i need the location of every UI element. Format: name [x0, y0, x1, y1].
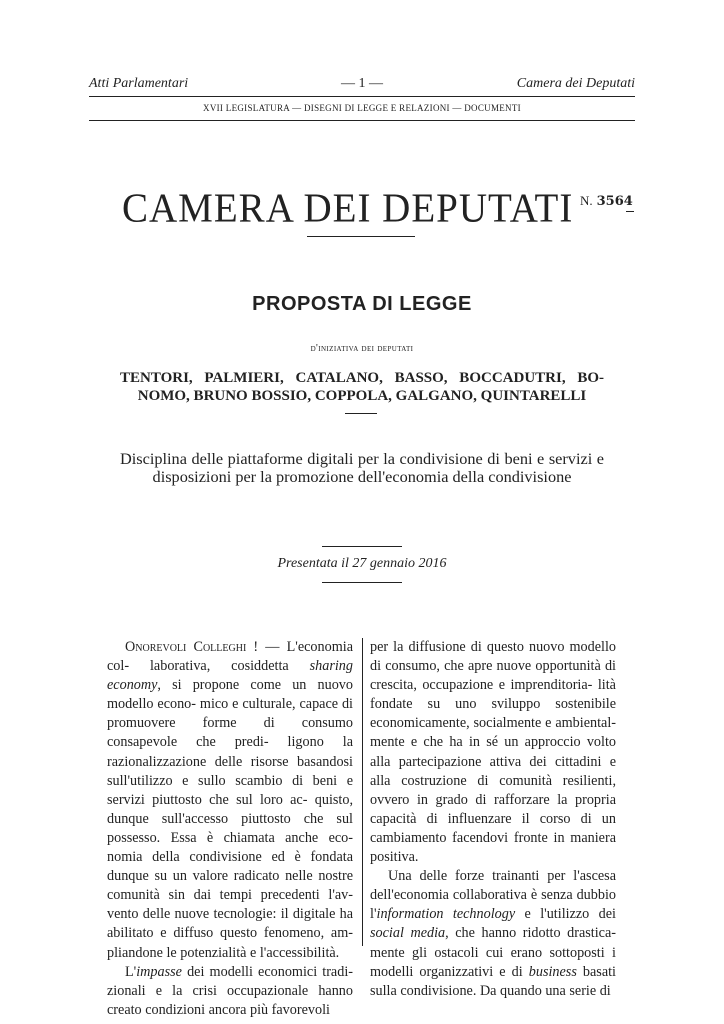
italic-term: information technology [376, 906, 516, 923]
masthead-title: CAMERA DEI DEPUTATI [122, 185, 574, 232]
body-column-left [107, 638, 353, 1020]
header-subtitle: XVII LEGISLATURA — DISEGNI DI LEGGE E RELAZIONI — DOCUMENTI [203, 103, 521, 113]
initiative-line: d'iniziativa dei deputati [310, 343, 414, 354]
number-value: 3564 [596, 194, 633, 209]
header-left: Atti Parlamentari [89, 76, 189, 91]
italic-term: impasse [136, 963, 182, 980]
column-divider [362, 638, 363, 946]
header-rule-top [89, 96, 635, 97]
text-run: L' [125, 963, 137, 980]
text-run: , che hanno ridotto drastica- mente gli ostacoli cui erano sottoposti i modelli organizzativi e di [370, 925, 617, 980]
italic-term: sharing economy [107, 658, 353, 694]
document-type: PROPOSTA DI LEGGE [252, 293, 472, 315]
text-run: ! — L'economia col- laborativa, cosiddetta [107, 639, 353, 675]
text-run: Una delle forze trainanti per l'ascesa dell'economia collaborativa è senza dubbio l' [370, 868, 616, 923]
text-run: dei modelli economici tradi- zionali e la crisi occupazionale hanno creato condizioni ancora più favorevoli [107, 963, 353, 1018]
number-prefix: N. [580, 193, 593, 208]
bill-title: Disciplina delle piattaforme digitali per la condivisione di beni e servizi e disposizioni per la promozione dell'economia della condivisione [120, 449, 604, 486]
header-right: Camera dei Deputati [516, 76, 635, 91]
document-number [580, 193, 633, 209]
presented-date: Presentata il 27 gennaio 2016 [277, 556, 447, 571]
italic-term: social media [370, 925, 446, 942]
text-run: , si propone come un nuovo modello econo- mico e culturale, capace di promuovere forme di consumo consapevole che predi- ligono la razionalizzazione delle risorse basandosi sull'utilizzo e sullo scambio di beni e servizi piuttosto che sul loro ac- quisto, dunque sull'accesso piuttosto che sul possesso. Essa è chiamata anche eco- nomia della condivisione ed è fondata dunque su un valore radicato nelle nostre comunità sin dai tempi precedenti l'av- vento delle nuove tecnologie: il digitale ha abilitato e diffuso questo fenomeno, am- pliandone le potenzialità e l'accessibilità. [107, 677, 353, 961]
number-dash [626, 211, 634, 212]
text-run: basati sulla condivisione. Da quando una serie di [370, 963, 617, 999]
salutation: Onorevoli Colleghi [125, 639, 247, 655]
paragraph [370, 867, 616, 1001]
presented-rule-bottom [322, 582, 402, 583]
text-run: e l'utilizzo dei [515, 906, 616, 923]
presented-rule-top [322, 546, 402, 547]
authors-rule [345, 413, 377, 414]
header-rule-bottom [89, 120, 635, 121]
page-number: — 1 — [341, 76, 383, 91]
paragraph [107, 963, 353, 1020]
italic-term: business [528, 963, 577, 980]
running-header [89, 76, 635, 96]
masthead-rule [307, 236, 415, 237]
paragraph: per la diffusione di questo nuovo modello di consumo, che apre nuove opportunità di crescita, occupazione e imprenditoria- lità fondate su uno sviluppo sostenibile economicamente, socialmente e ambiental- mente e che ha in sé un approccio volto alla partecipazione attiva dei cittadini e alla costruzione di comunità resilienti, ovvero in grado di rafforzare la propria capacità di influenzare il corso di un cambiamento facendovi fronte in maniera positiva. [370, 639, 616, 866]
body-column-right [370, 638, 616, 1001]
paragraph [107, 638, 353, 963]
authors-list: TENTORI, PALMIERI, CATALANO, BASSO, BOCCADUTRI, BO- NOMO, BRUNO BOSSIO, COPPOLA, GALGANO, QUINTARELLI [120, 370, 604, 404]
